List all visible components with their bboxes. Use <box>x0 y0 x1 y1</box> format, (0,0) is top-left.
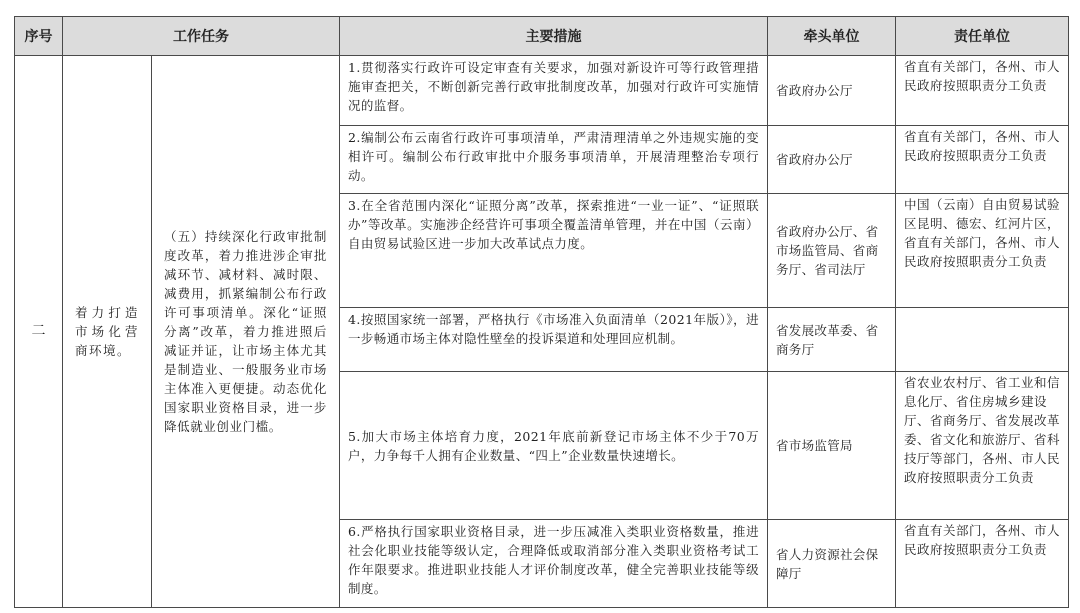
section-subtask: （五）持续深化行政审批制度改革，着力推进涉企审批减环节、减材料、减时限、减费用，抓紧编制公布行政许可事项清单。深化“证照分离”改革，着力推进照后减证并证，让市场主体尤其是制造业、一般服务业市场主体准入更便捷。动态优化国家职业资格目录，进一步降低就业创业门槛。 <box>152 56 340 608</box>
responsible-unit-cell: 省农业农村厅、省工业和信息化厅、省住房城乡建设厅、省商务厅、省发展改革委、省文化和旅游厅、省科技厅等部门，各州、市人民政府按照职责分工负责 <box>896 372 1069 520</box>
header-responsible: 责任单位 <box>896 17 1069 56</box>
header-lead: 牵头单位 <box>768 17 896 56</box>
measure-cell: 3.在全省范围内深化“证照分离”改革，探索推进“一业一证”、“证照联办”等改革。实施涉企经营许可事项全覆盖清单管理，并在中国（云南）自由贸易试验区进一步加大改革试点力度。 <box>340 194 768 308</box>
responsible-unit-cell <box>896 308 1069 372</box>
responsible-unit-cell: 省直有关部门，各州、市人民政府按照职责分工负责 <box>896 520 1069 608</box>
header-row <box>15 17 1069 56</box>
lead-unit-cell: 省政府办公厅 <box>768 126 896 194</box>
measure-cell: 6.严格执行国家职业资格目录，进一步压减准入类职业资格数量，推进社会化职业技能等级认定，合理降低或取消部分准入类职业资格考试工作年限要求。推进职业技能人才评价制度改革，健全完善职业技能等级制度。 <box>340 520 768 608</box>
policy-table <box>14 16 1069 608</box>
measure-cell: 2.编制公布云南省行政许可事项清单，严肃清理清单之外违规实施的变相许可。编制公布行政审批中介服务事项清单，开展清理整治专项行动。 <box>340 126 768 194</box>
lead-unit-cell: 省人力资源社会保障厅 <box>768 520 896 608</box>
lead-unit-cell: 省政府办公厅 <box>768 56 896 126</box>
lead-unit-cell: 省发展改革委、省商务厅 <box>768 308 896 372</box>
header-index: 序号 <box>15 17 63 56</box>
section-index: 二 <box>15 56 63 608</box>
header-measures: 主要措施 <box>340 17 768 56</box>
responsible-unit-cell: 中国（云南）自由贸易试验区昆明、德宏、红河片区，省直有关部门，各州、市人民政府按照职责分工负责 <box>896 194 1069 308</box>
lead-unit-cell: 省政府办公厅、省市场监管局、省商务厅、省司法厅 <box>768 194 896 308</box>
measure-cell: 5.加大市场主体培育力度，2021年底前新登记市场主体不少于70万户，力争每千人拥有企业数量、“四上”企业数量快速增长。 <box>340 372 768 520</box>
responsible-unit-cell: 省直有关部门，各州、市人民政府按照职责分工负责 <box>896 126 1069 194</box>
lead-unit-cell: 省市场监管局 <box>768 372 896 520</box>
measure-cell: 1.贯彻落实行政许可设定审查有关要求，加强对新设许可等行政管理措施审查把关，不断创新完善行政审批制度改革，加强对行政许可实施情况的监督。 <box>340 56 768 126</box>
header-task: 工作任务 <box>63 17 340 56</box>
table-row <box>15 56 1069 126</box>
section-task: 着力打造市场化营商环境。 <box>63 56 152 608</box>
responsible-unit-cell: 省直有关部门，各州、市人民政府按照职责分工负责 <box>896 56 1069 126</box>
measure-cell: 4.按照国家统一部署，严格执行《市场准入负面清单（2021年版）》，进一步畅通市场主体对隐性壁垒的投诉渠道和处理回应机制。 <box>340 308 768 372</box>
